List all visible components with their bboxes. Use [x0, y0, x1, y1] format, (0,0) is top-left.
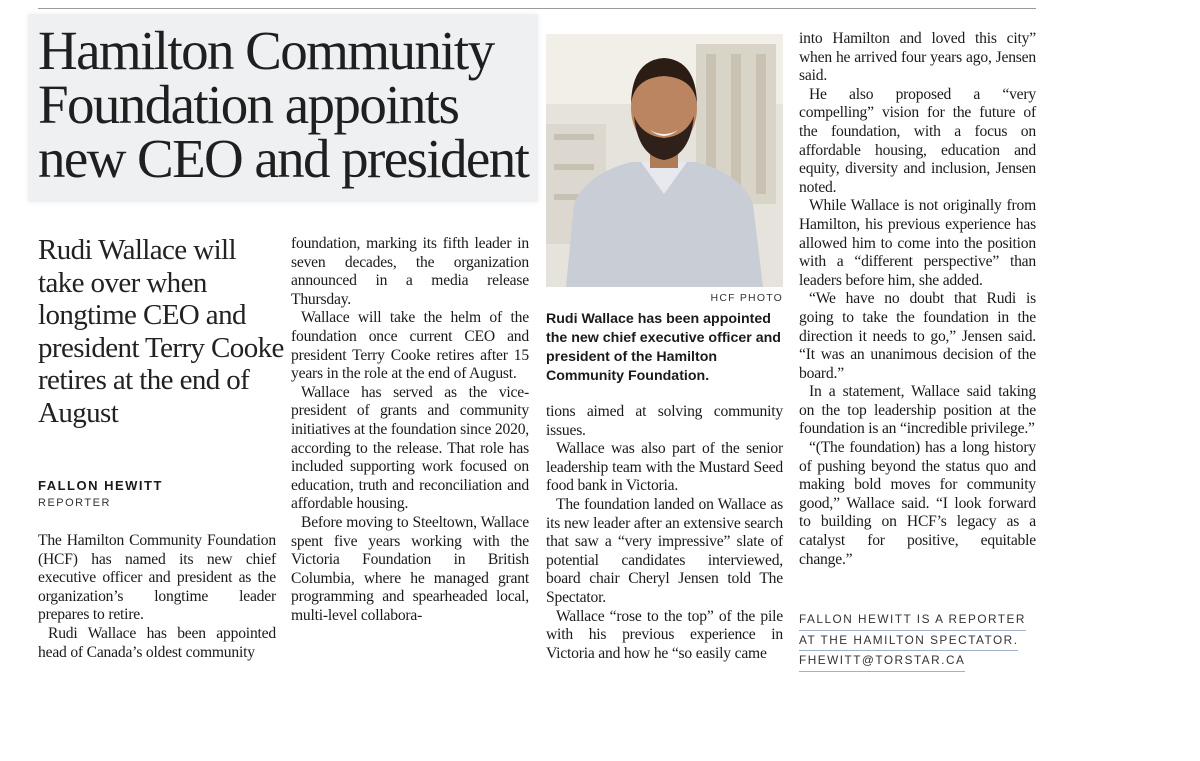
- paragraph: Wallace “rose to the top” of the pile with his previous experience in Victoria and how he “so easily came: [546, 607, 783, 662]
- paragraph: He also proposed a “very compelling” vision for the future of the foundation, with a focus on affordable housing, education and equity, diversity and inclusion, Jensen noted.: [799, 85, 1036, 196]
- paragraph: into Hamilton and loved this city” when he arrived four years ago, Jensen said.: [799, 30, 1036, 85]
- paragraph: Wallace has served as the vice-president of grants and community initiatives at the foundation since 2020, according to the release. That role has included supporting work focused on education, truth and reconciliation and affordable housing.: [291, 383, 529, 513]
- article-column-2: [291, 235, 529, 625]
- paragraph: tions aimed at solving community issues.: [546, 403, 783, 439]
- paragraph: “We have no doubt that Rudi is going to take the foundation in the direction it needs to go,” Jensen said. “It was an unanimous decision of the board.”: [799, 290, 1036, 382]
- paragraph: Rudi Wallace has been appointed head of Canada’s oldest community: [38, 624, 276, 661]
- portrait-photo: [546, 34, 783, 287]
- paragraph: foundation, marking its fifth leader in seven decades, the organization announced in a media release Thursday.: [291, 235, 529, 308]
- top-rule: [38, 8, 1036, 9]
- byline-role: REPORTER: [38, 497, 111, 509]
- byline-name: FALLON HEWITT: [38, 478, 163, 493]
- article-column-3: [546, 403, 783, 663]
- paragraph: In a statement, Wallace said taking on the top leadership position at the foundation is an “incredible privilege.”: [799, 383, 1036, 438]
- deck-subheadline: Rudi Wallace will take over when longtime CEO and president Terry Cooke retires at the end of August: [38, 234, 284, 429]
- paragraph: The Hamilton Community Foundation (HCF) has named its new chief executive officer and president as the organization’s longtime leader prepares to retire.: [38, 532, 276, 624]
- paragraph: “(The foundation) has a long history of pushing beyond the status quo and making bold moves for community good,” Wallace said. “I look forward to building on HCF’s legacy as a catalyst for positive, equitable change.”: [799, 439, 1036, 568]
- tagline-email: FHEWITT@TORSTAR.CA: [799, 651, 965, 672]
- paragraph: While Wallace is not originally from Hamilton, his previous experience has allowed him to come into the position with a “different perspective” than leaders before him, she added.: [799, 197, 1036, 289]
- headline: Hamilton Community Foundation appoints new CEO and president: [38, 20, 529, 189]
- paragraph: Wallace will take the helm of the foundation once current CEO and president Terry Cooke retires after 15 years in the role at the end of August.: [291, 309, 529, 383]
- paragraph: The foundation landed on Wallace as its new leader after an extensive search that saw a “very impressive” slate of potential candidates interviewed, board chair Cheryl Jensen told The Spectator.: [546, 495, 783, 606]
- paragraph: Wallace was also part of the senior leadership team with the Mustard Seed food bank in Victoria.: [546, 440, 783, 495]
- article-column-1: [38, 532, 276, 662]
- photo-caption: Rudi Wallace has been appointed the new chief executive officer and president of the Hamilton Community Foundation.: [546, 311, 781, 384]
- tagline-line: AT THE HAMILTON SPECTATOR.: [799, 631, 1018, 652]
- tagline-line: FALLON HEWITT IS A REPORTER: [799, 610, 1026, 631]
- paragraph: Before moving to Steeltown, Wallace spent five years working with the Victoria Foundation in British Columbia, where he managed grant programming and spearheaded local, multi-level collabora-: [291, 513, 529, 624]
- photo-credit: HCF PHOTO: [710, 292, 783, 304]
- article-column-4: [799, 30, 1036, 569]
- author-tagline: [799, 610, 1026, 672]
